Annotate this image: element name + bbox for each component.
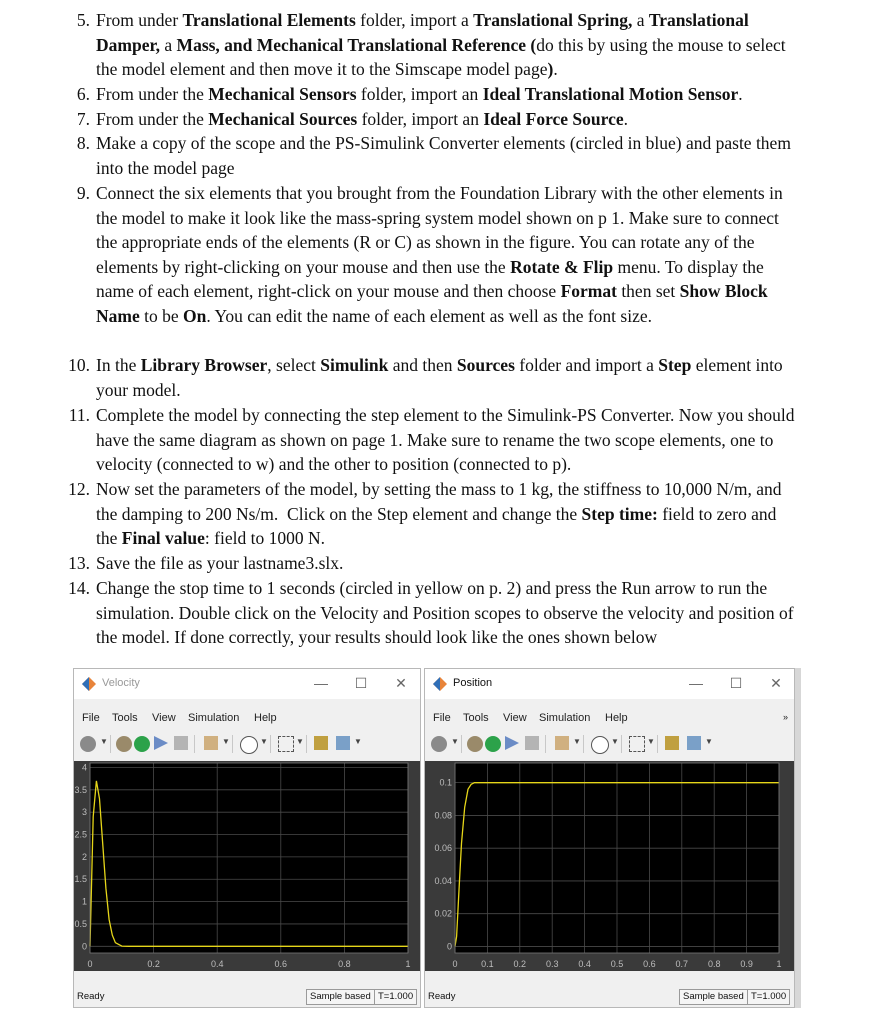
menu-view[interactable]: View <box>503 712 527 724</box>
step-text: Save the file as your lastname3.slx. <box>96 553 344 573</box>
menu-file[interactable]: File <box>433 712 451 724</box>
statusbar <box>425 987 794 1007</box>
step-forward-icon[interactable] <box>154 736 168 750</box>
chevron-down-icon[interactable]: ▼ <box>296 737 304 746</box>
position-scope-window <box>424 668 795 1008</box>
step-number: 11. <box>68 405 90 425</box>
status-mode: Sample based <box>306 989 375 1005</box>
step-text: Connect the six elements that you brought from the Foundation Library with the other elements in the model to make it look like the mass-spring system model shown on p 1. Make sure to connect the appropriate ends of the elements (R or C) as shown in the figure. You can rotate any of the elements by right-clicking on your mouse and then use the Rotate & Flip menu. To display the name of each element, right-click on your mouse and then choose Format then set Show Block Name to be On. You can edit the name of each element as well as the font size. <box>96 183 783 326</box>
x-tick-label: 0.2 <box>513 959 527 969</box>
chevron-down-icon[interactable]: ▼ <box>100 737 108 746</box>
chevron-down-icon[interactable]: ▼ <box>260 737 268 746</box>
step-text: From under the Mechanical Sources folder, import an Ideal Force Source. <box>96 109 629 129</box>
status-time: T=1.000 <box>747 989 790 1005</box>
close-button[interactable]: ✕ <box>395 675 407 691</box>
menu-simulation[interactable]: Simulation <box>539 712 591 724</box>
toolbar-separator <box>232 735 233 753</box>
toolbar <box>425 731 794 757</box>
velocity-plot-area <box>74 761 420 971</box>
toolbar-separator <box>545 735 546 753</box>
highlight-icon[interactable] <box>204 736 218 750</box>
style-icon[interactable] <box>687 736 701 750</box>
y-tick-label: 0.02 <box>434 908 452 919</box>
x-tick-label: 0 <box>452 959 458 969</box>
step-number: 14. <box>68 578 90 598</box>
menubar <box>425 709 794 729</box>
chevron-down-icon[interactable]: ▼ <box>611 737 619 746</box>
x-tick-label: 0.7 <box>675 959 689 969</box>
titlebar <box>74 669 420 699</box>
run-icon[interactable] <box>485 736 501 752</box>
chevron-down-icon[interactable]: ▼ <box>647 737 655 746</box>
x-tick-label: 0.8 <box>707 959 721 969</box>
step-text: From under the Mechanical Sensors folder, import an Ideal Translational Motion Sensor. <box>96 84 743 104</box>
chevron-down-icon[interactable]: ▼ <box>573 737 581 746</box>
step-number: 7. <box>76 109 90 129</box>
y-tick-label: 1 <box>81 896 87 907</box>
velocity-chart <box>74 761 420 979</box>
chevron-down-icon[interactable]: ▼ <box>222 737 230 746</box>
y-tick-label: 3.5 <box>74 784 87 795</box>
step-text: Complete the model by connecting the step element to the Simulink-PS Converter. Now you should have the same diagram as shown on page 1. Make sure to rename the two scope elements, one to velocity (connected to w) and the other to position (connected to p). <box>96 405 795 475</box>
x-tick-label: 0.6 <box>643 959 656 969</box>
maximize-button[interactable]: ☐ <box>354 675 368 691</box>
x-tick-label: 0.1 <box>481 959 494 969</box>
step-number: 5. <box>76 10 90 30</box>
y-tick-label: 0 <box>446 941 452 952</box>
x-tick-label: 0.8 <box>338 959 351 969</box>
x-tick-label: 1 <box>405 959 411 969</box>
autoscale-icon[interactable] <box>278 736 294 752</box>
zoom-icon[interactable] <box>591 736 609 754</box>
y-tick-label: 2 <box>81 851 87 862</box>
x-tick-label: 0.2 <box>147 959 160 969</box>
y-tick-label: 3 <box>81 807 87 818</box>
step-text: Now set the parameters of the model, by setting the mass to 1 kg, the stiffness to 10,000 N/m, and the damping to 200 Ns/m. Click on the Step element and change the Step time: field to zero and the Final value: field to 1000 N. <box>96 479 782 549</box>
zoom-icon[interactable] <box>240 736 258 754</box>
status-ready: Ready <box>77 991 105 1002</box>
step-text: From under Translational Elements folder, import a Translational Spring, a Translational Damper, a Mass, and Mechanical Translational Reference (do this by using the mouse to select the model element and then move it to the Simscape model page). <box>96 10 786 80</box>
status-time: T=1.000 <box>374 989 417 1005</box>
scope-app-icon <box>82 677 96 691</box>
stop-icon[interactable] <box>174 736 188 750</box>
scope-app-icon <box>433 677 447 691</box>
highlight-icon[interactable] <box>555 736 569 750</box>
chevron-down-icon[interactable]: ▼ <box>354 737 362 746</box>
step-number: 13. <box>68 553 90 573</box>
minimize-button[interactable]: — <box>689 675 703 691</box>
style-icon[interactable] <box>336 736 350 750</box>
toolbar-separator <box>461 735 462 753</box>
settings-icon[interactable] <box>431 736 447 752</box>
x-tick-label: 0.4 <box>210 959 224 969</box>
toolbar-separator <box>621 735 622 753</box>
maximize-button[interactable]: ☐ <box>729 675 743 691</box>
statusbar <box>74 987 420 1007</box>
x-tick-label: 0.6 <box>274 959 288 969</box>
status-mode: Sample based <box>679 989 748 1005</box>
step-back-icon[interactable] <box>116 736 132 752</box>
y-tick-label: 0.1 <box>439 777 452 788</box>
position-plot-area <box>425 761 794 971</box>
toolbar-separator <box>657 735 658 753</box>
menu-tools[interactable]: Tools <box>112 712 138 724</box>
step-text: In the Library Browser, select Simulink and then Sources folder and import a Step element into your model. <box>96 355 783 400</box>
menu-simulation[interactable]: Simulation <box>188 712 240 724</box>
toolbar-separator <box>270 735 271 753</box>
plot-canvas <box>90 763 408 953</box>
chevron-down-icon[interactable]: ▼ <box>705 737 713 746</box>
step-back-icon[interactable] <box>467 736 483 752</box>
menu-file[interactable]: File <box>82 712 100 724</box>
step-number: 12. <box>68 479 90 499</box>
step-number: 9. <box>76 183 90 203</box>
y-tick-label: 0.04 <box>434 875 452 886</box>
y-tick-label: 0 <box>81 941 87 952</box>
cursor-measure-icon[interactable] <box>665 736 679 750</box>
window-title: Velocity <box>102 677 140 689</box>
step-text: Make a copy of the scope and the PS-Simulink Converter elements (circled in blue) and paste them into the model page <box>96 133 791 178</box>
toolbar <box>74 731 420 757</box>
step-number: 10. <box>68 355 90 375</box>
menu-help[interactable]: Help <box>254 712 277 724</box>
stop-icon[interactable] <box>525 736 539 750</box>
x-tick-label: 0.3 <box>545 959 559 969</box>
position-chart <box>425 761 794 979</box>
menu-help[interactable]: Help <box>605 712 628 724</box>
step-text: Change the stop time to 1 seconds (circled in yellow on p. 2) and press the Run arrow to run the simulation. Double click on the Velocity and Position scopes to observe the velocity and position of the model. If done correctly, your results should look like the ones shown below <box>96 578 794 648</box>
menubar <box>74 709 420 729</box>
close-button[interactable]: ✕ <box>770 675 782 691</box>
toolbar-separator <box>194 735 195 753</box>
window-title: Position <box>453 677 493 689</box>
y-tick-label: 4 <box>81 762 87 773</box>
y-tick-label: 1.5 <box>74 874 87 885</box>
titlebar <box>425 669 794 699</box>
menu-overflow-icon[interactable]: » <box>783 712 789 722</box>
y-tick-label: 2.5 <box>74 829 87 840</box>
y-tick-label: 0.5 <box>74 918 87 929</box>
chevron-down-icon[interactable]: ▼ <box>451 737 459 746</box>
y-tick-label: 0.06 <box>434 843 452 854</box>
toolbar-separator <box>583 735 584 753</box>
autoscale-icon[interactable] <box>629 736 645 752</box>
x-tick-label: 0.4 <box>578 959 591 969</box>
menu-view[interactable]: View <box>152 712 176 724</box>
x-tick-label: 0.5 <box>610 959 624 969</box>
menu-tools[interactable]: Tools <box>463 712 489 724</box>
step-number: 8. <box>76 133 90 153</box>
x-tick-label: 0.9 <box>740 959 753 969</box>
step-number: 6. <box>76 84 90 104</box>
step-forward-icon[interactable] <box>505 736 519 750</box>
y-tick-label: 0.08 <box>434 810 452 821</box>
x-tick-label: 0 <box>87 959 93 969</box>
toolbar-separator <box>110 735 111 753</box>
window-edge <box>795 668 801 1008</box>
cursor-measure-icon[interactable] <box>314 736 328 750</box>
run-icon[interactable] <box>134 736 150 752</box>
minimize-button[interactable]: — <box>314 675 328 691</box>
status-ready: Ready <box>428 991 456 1002</box>
settings-icon[interactable] <box>80 736 96 752</box>
x-tick-label: 1 <box>776 959 782 969</box>
velocity-scope-window <box>73 668 421 1008</box>
toolbar-separator <box>306 735 307 753</box>
